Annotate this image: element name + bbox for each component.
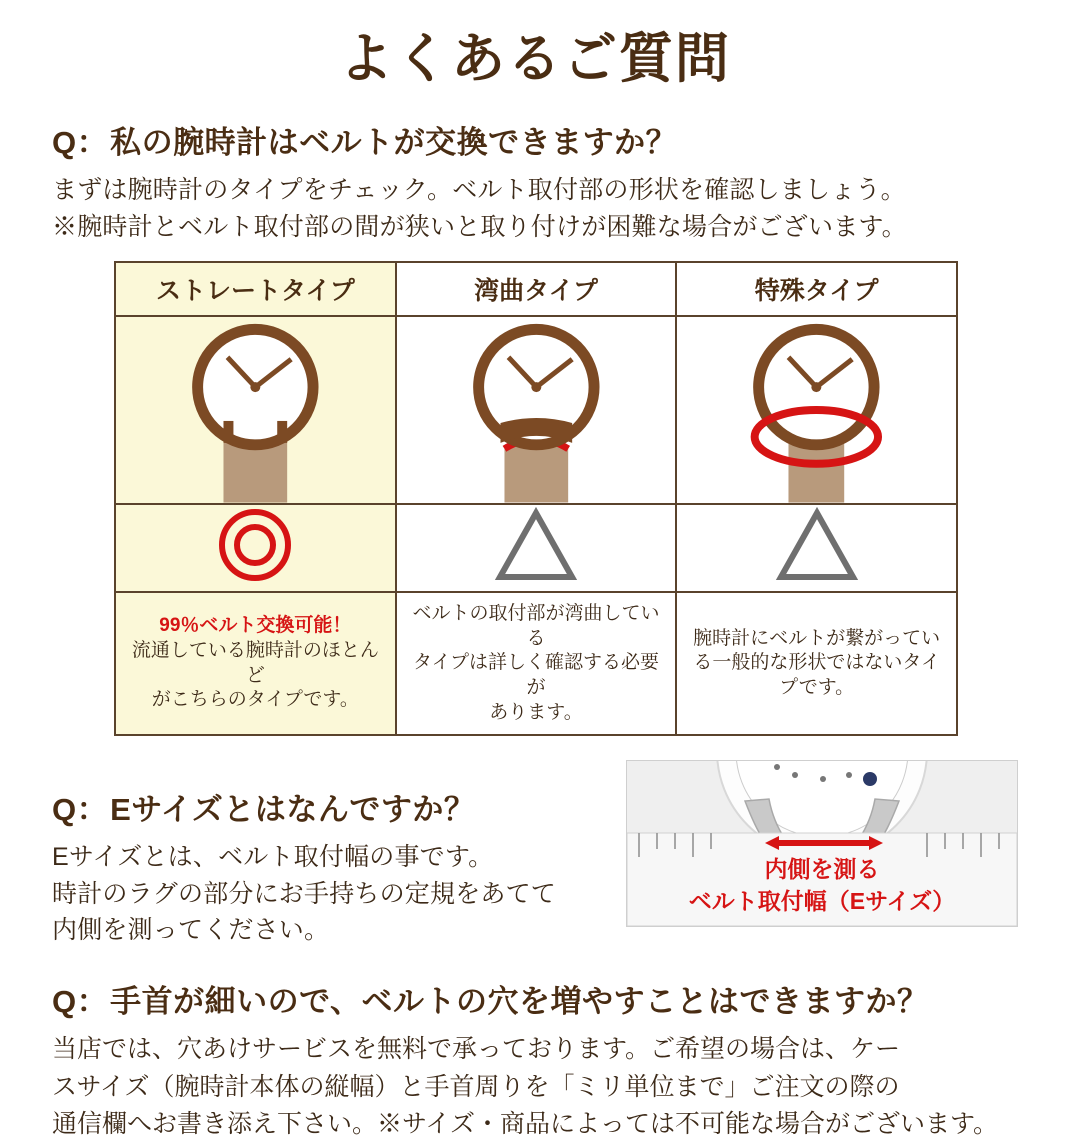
description-straight-highlight: 99％ベルト交換可能！ (159, 615, 352, 637)
description-curved-line2: タイプは詳しく確認する必要が (412, 652, 660, 698)
watch-curved-icon (397, 317, 676, 503)
faq-page (0, 29, 1070, 1139)
description-special-line1: 腕時計にベルトが繋がってい (693, 627, 941, 649)
table-header-special: 特殊タイプ (676, 262, 957, 316)
question-2-heading (52, 784, 612, 829)
illustration-special (676, 316, 957, 504)
question-2-text: Eサイズとはなんですか？ (110, 792, 476, 828)
e-size-measurement-illustration (627, 761, 1017, 926)
description-curved (396, 592, 677, 735)
question-1-heading (52, 117, 1018, 162)
question-3-body (52, 1031, 1018, 1144)
description-curved-line3: あります。 (489, 701, 583, 723)
question-3-heading (52, 976, 1018, 1021)
watch-special-icon (677, 317, 956, 503)
table-header-row (115, 262, 957, 316)
description-special (676, 592, 957, 735)
question-2-section (52, 756, 1018, 948)
table-illustration-row (115, 316, 957, 504)
illustration-straight (115, 316, 396, 504)
triangle-icon (774, 505, 860, 585)
description-straight-line1: 流通している腕時計のほとんど (131, 639, 379, 686)
question-2-body-line3: 内側を測ってください。 (52, 915, 330, 944)
description-special-line2: る一般的な形状ではないタイ (693, 652, 940, 674)
description-straight-line2: がこちらのタイプです。 (151, 689, 359, 711)
question-1-body (52, 172, 1018, 245)
question-1-body-line1: まずは腕時計のタイプをチェック。ベルト取付部の形状を確認しましょう。 (52, 176, 906, 205)
description-special-line3: プです。 (779, 676, 855, 698)
question-1-text: 私の腕時計はベルトが交換できますか？ (110, 125, 678, 161)
table-header-curved: 湾曲タイプ (396, 262, 677, 316)
question-2-body-line2: 時計のラグの部分にお手持ちの定規をあてて (52, 879, 557, 908)
mark-straight (115, 504, 396, 592)
question-1-body-line2: ※腕時計とベルト取付部の間が狭いと取り付けが困難な場合がございます。 (52, 212, 907, 241)
description-straight (115, 592, 396, 735)
question-3-body-line1: 当店では、穴あけサービスを無料で承っております。ご希望の場合は、ケー (52, 1035, 901, 1064)
watch-straight-icon (116, 317, 395, 503)
table-mark-row (115, 504, 957, 592)
table-header-straight: ストレートタイプ (115, 262, 396, 316)
e-size-photo (626, 760, 1018, 927)
triangle-icon (493, 505, 579, 585)
description-curved-line1: ベルトの取付部が湾曲している (412, 602, 660, 649)
double-circle-icon (212, 505, 298, 585)
illustration-curved (396, 316, 677, 504)
question-1-marker: Q： (52, 125, 109, 161)
photo-caption-line1: 内側を測る (764, 856, 880, 883)
mark-special (676, 504, 957, 592)
page-title: よくあるご質問 (339, 29, 731, 89)
photo-caption-line2: ベルト取付幅（Eサイズ） (688, 888, 956, 915)
question-3-body-line2: スサイズ（腕時計本体の縦幅）と手首周りを「ミリ単位まで」ご注文の際の (52, 1072, 900, 1101)
question-3-marker: Q： (52, 984, 109, 1020)
question-3-text: 手首が細いので、ベルトの穴を増やすことはできますか？ (110, 984, 929, 1020)
mark-curved (396, 504, 677, 592)
watch-type-table (114, 261, 958, 736)
table-description-row (115, 592, 957, 735)
question-2-text-block (52, 756, 612, 948)
question-3-body-line3: 通信欄へお書き添え下さい。※サイズ・商品によっては不可能な場合がございます。 (52, 1110, 999, 1139)
question-2-marker: Q： (52, 792, 109, 828)
question-2-body (52, 839, 612, 948)
question-2-body-line1: Eサイズとは、ベルト取付幅の事です。 (52, 843, 494, 872)
